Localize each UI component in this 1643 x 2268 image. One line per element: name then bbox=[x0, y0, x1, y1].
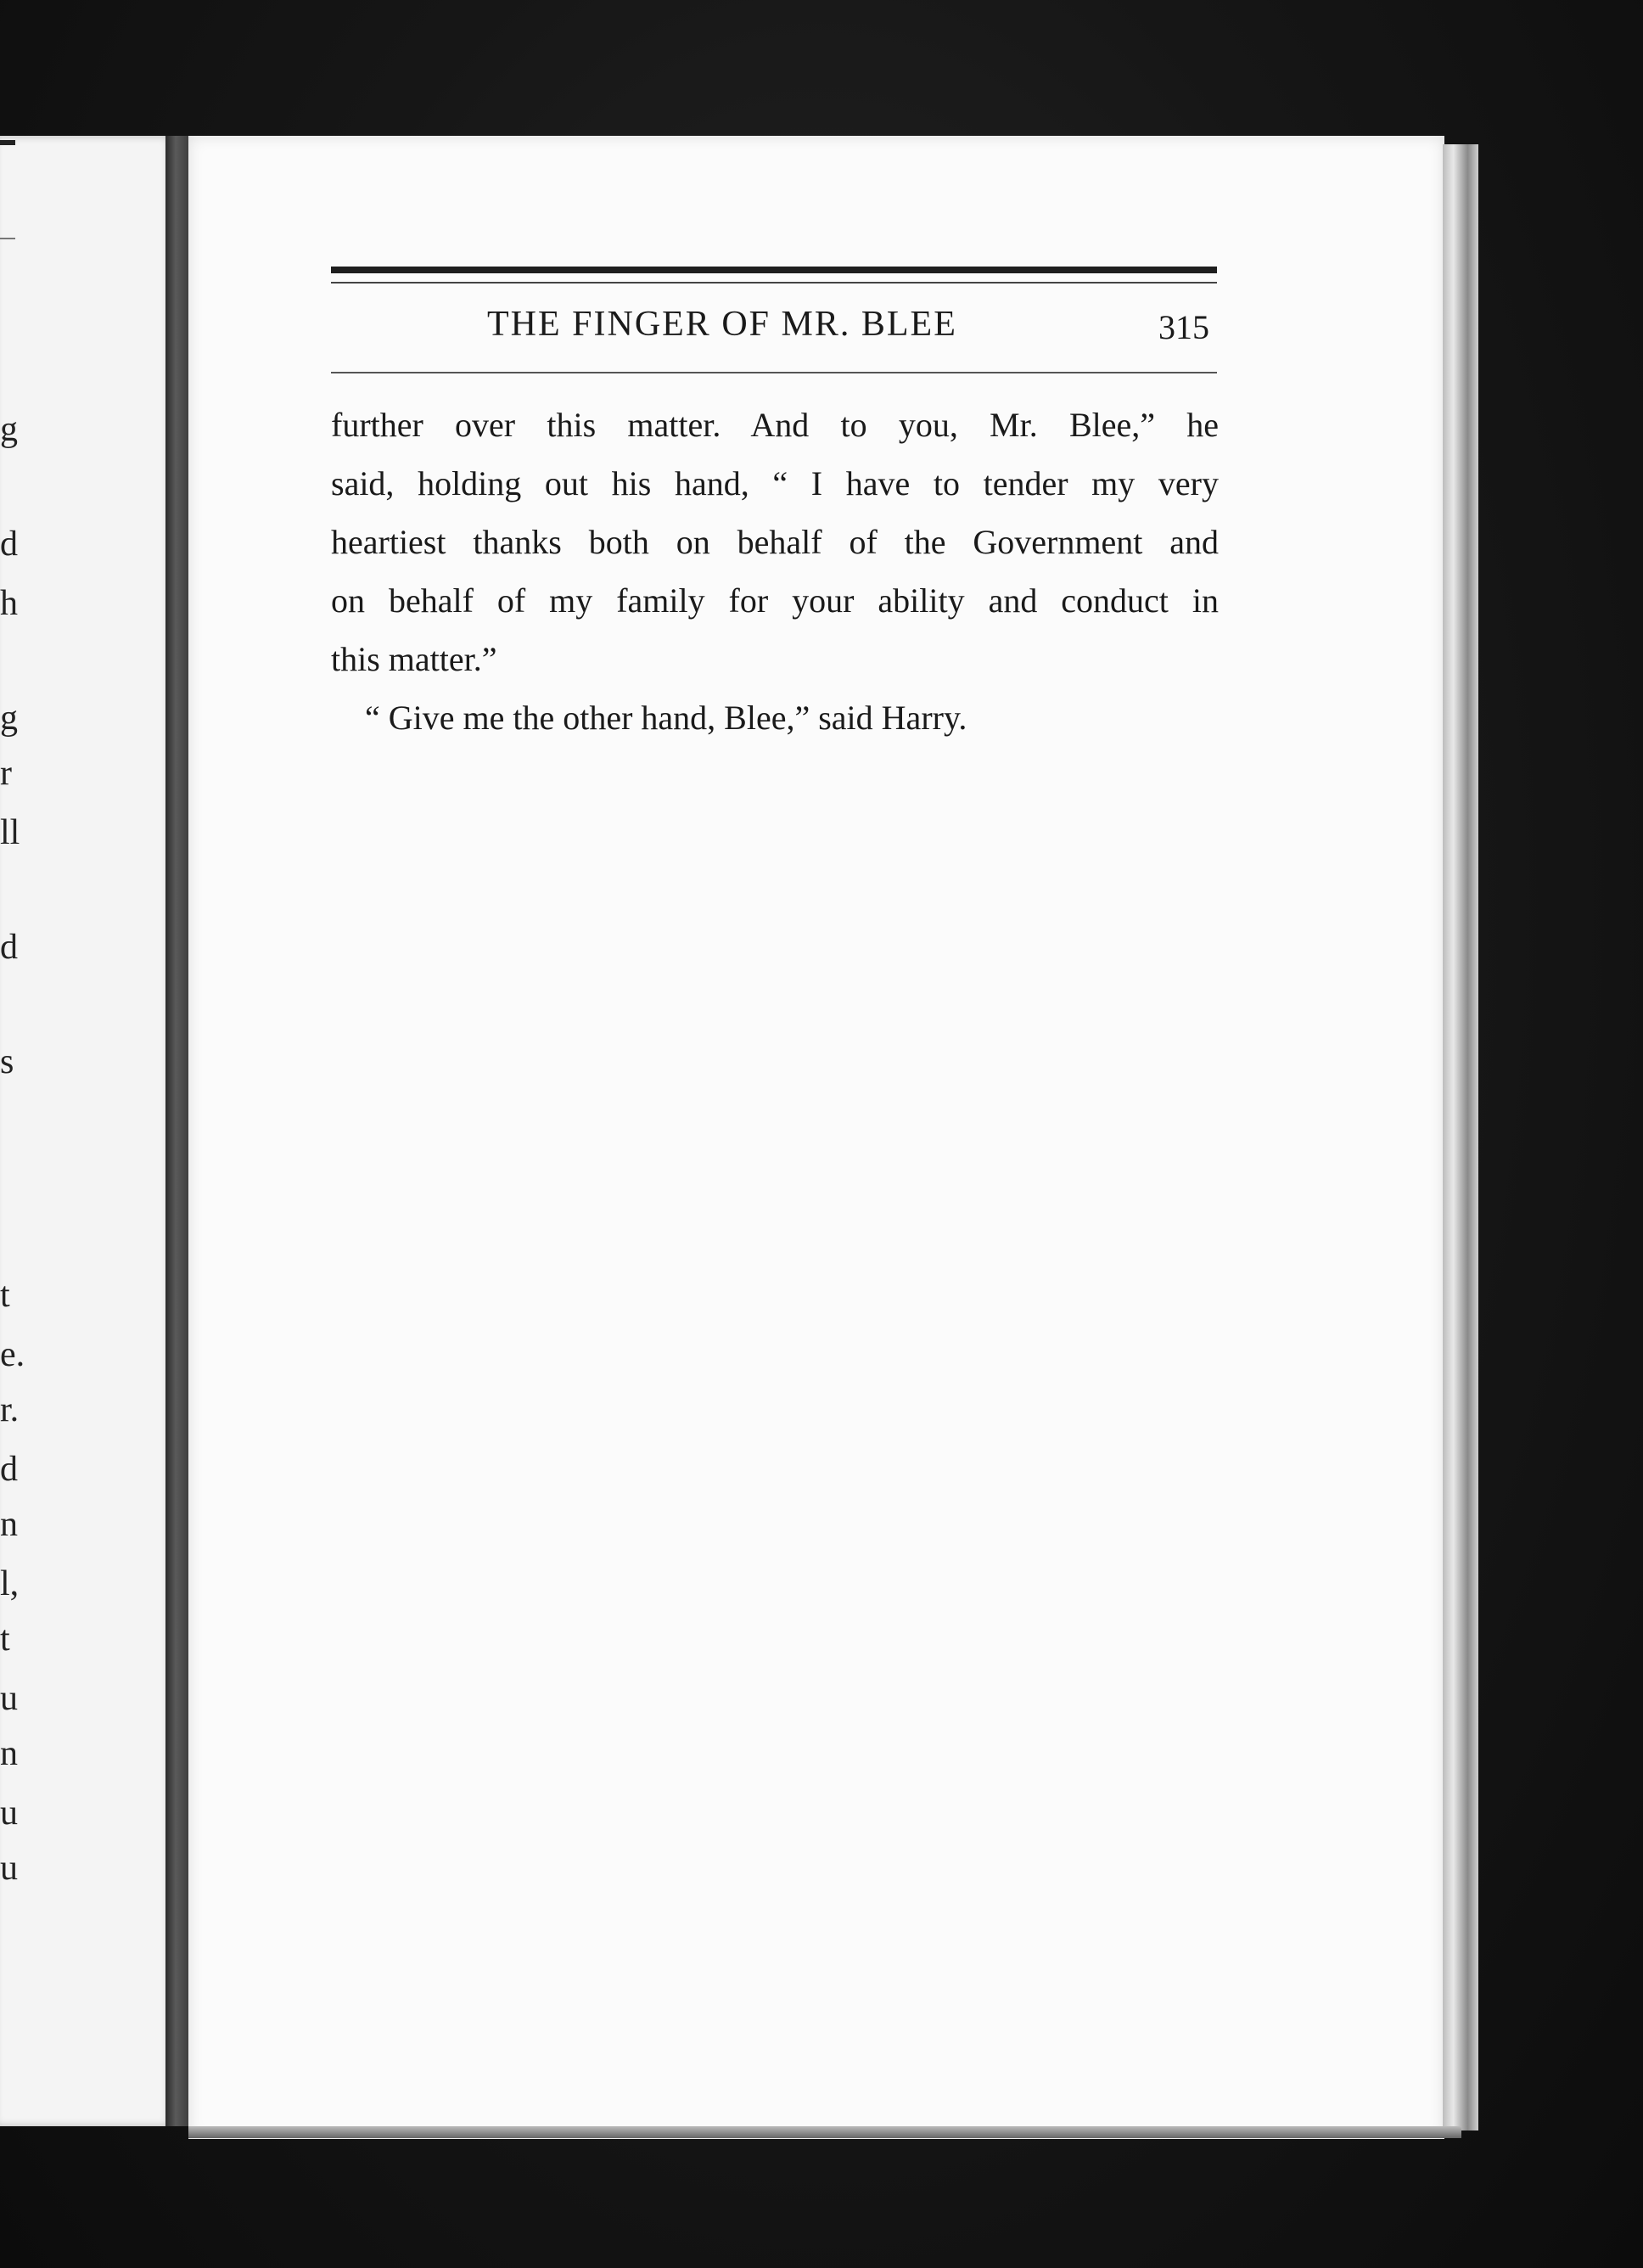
text-line: further over this matter. And to you, Mr. Blee,” he bbox=[331, 406, 1219, 444]
left-page-fragment: d bbox=[0, 525, 18, 564]
left-page-fragment: d bbox=[0, 928, 18, 967]
text-line: said, holding out his hand, “ I have to tender my very bbox=[331, 464, 1219, 502]
header-rule-bottom bbox=[331, 372, 1217, 373]
left-page-fragment: g bbox=[0, 699, 18, 738]
left-page-fragment: u bbox=[0, 1849, 18, 1888]
left-page-fragment: ll bbox=[0, 813, 20, 852]
header-rule-thin bbox=[331, 282, 1217, 284]
left-page-header-rule bbox=[0, 140, 15, 145]
page-edge bbox=[1443, 144, 1478, 2130]
left-page-fragment: g bbox=[0, 410, 18, 449]
left-page-fragment: r. bbox=[0, 1390, 20, 1429]
left-page-fragment: t bbox=[0, 1620, 10, 1659]
left-page-fragment: d bbox=[0, 1450, 18, 1489]
text-line: on behalf of my family for your ability and conduct in bbox=[331, 581, 1219, 620]
body-text bbox=[331, 396, 1219, 747]
left-page-fragment: r bbox=[0, 754, 12, 793]
left-page-fragment: u bbox=[0, 1794, 18, 1833]
text-line: heartiest thanks both on behalf of the Government and bbox=[331, 523, 1219, 561]
book-gutter bbox=[165, 136, 191, 2126]
left-page-fragment: h bbox=[0, 584, 18, 623]
page-number: 315 bbox=[1158, 308, 1209, 346]
left-page-fragment: t bbox=[0, 1276, 10, 1315]
header-rule-thick bbox=[331, 267, 1217, 273]
left-page-fragment: n bbox=[0, 1505, 18, 1544]
left-page-fragment: s bbox=[0, 1042, 14, 1081]
left-page-fragment: n bbox=[0, 1734, 18, 1773]
left-page-fragment: l, bbox=[0, 1564, 20, 1603]
text-line: “ Give me the other hand, Blee,” said Harry. bbox=[365, 699, 967, 737]
left-page-header-thin-rule bbox=[0, 238, 15, 239]
left-page-fragment: u bbox=[0, 1679, 18, 1718]
text-line: this matter.” bbox=[331, 640, 497, 678]
left-page-fragment: e. bbox=[0, 1335, 25, 1374]
page-bottom-edge bbox=[188, 2126, 1461, 2138]
left-page bbox=[0, 136, 174, 2126]
running-head: THE FINGER OF MR. BLEE bbox=[487, 305, 957, 344]
